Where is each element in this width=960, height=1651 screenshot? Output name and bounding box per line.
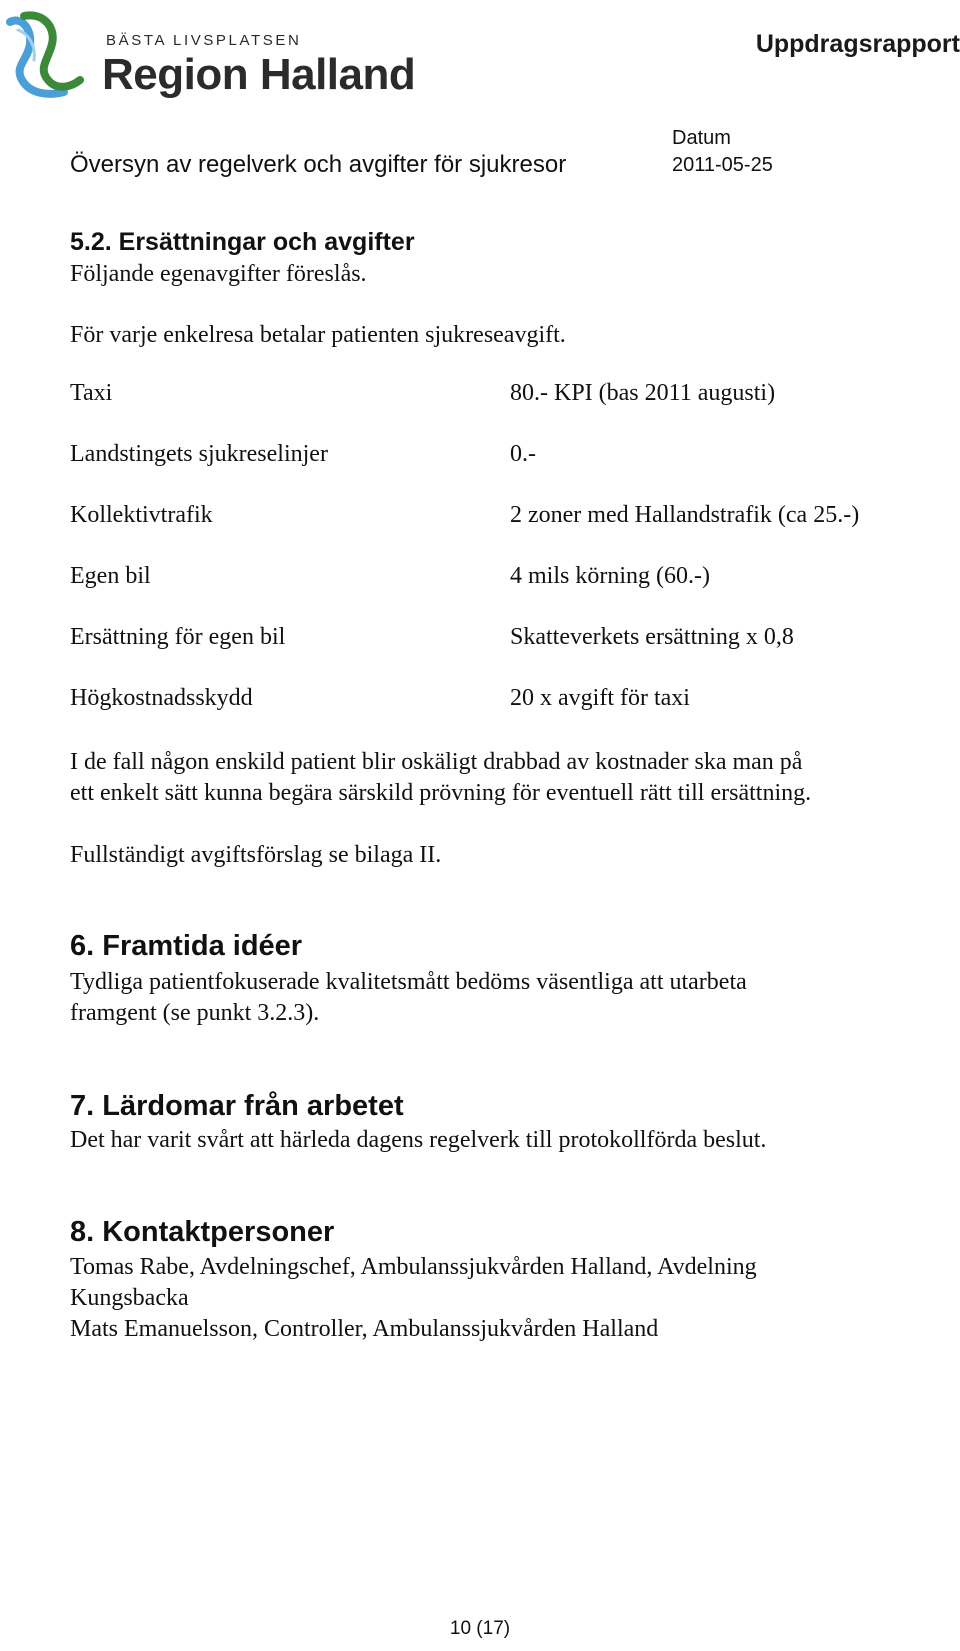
fee-row-label: Ersättning för egen bil: [70, 624, 286, 650]
paragraph-line: Det har varit svårt att härleda dagens regelverk till protokollförda beslut.: [70, 1127, 767, 1153]
fee-row-value: 2 zoner med Hallandstrafik (ca 25.-): [510, 502, 860, 528]
paragraph-line: Tomas Rabe, Avdelningschef, Ambulanssjukvården Halland, Avdelning: [70, 1254, 757, 1280]
document-type: Uppdragsrapport: [755, 30, 960, 58]
section-8-heading: 8. Kontaktpersoner: [70, 1216, 335, 1248]
paragraph-line: I de fall någon enskild patient blir oskäligt drabbad av kostnader ska man på: [70, 749, 803, 775]
fee-row-value: 80.- KPI (bas 2011 augusti): [510, 380, 776, 406]
section-7-heading: 7. Lärdomar från arbetet: [70, 1090, 404, 1122]
paragraph-line: Tydliga patientfokuserade kvalitetsmått bedöms väsentliga att utarbeta: [70, 969, 747, 995]
fee-row-label: Egen bil: [70, 563, 151, 589]
fee-row-label: Taxi: [70, 380, 113, 406]
section-5-2-line2: För varje enkelresa betalar patienten sjukreseavgift.: [70, 322, 566, 348]
fee-row-value: 0.-: [510, 441, 536, 467]
fee-row-value: Skatteverkets ersättning x 0,8: [510, 624, 794, 650]
date-label: Datum: [672, 127, 731, 149]
paragraph-line: ett enkelt sätt kunna begära särskild prövning för eventuell rätt till ersättning.: [70, 780, 812, 806]
page-number: 10 (17): [449, 1618, 511, 1639]
section-5-2-heading: 5.2. Ersättningar och avgifter: [70, 228, 415, 256]
fee-row-label: Kollektivtrafik: [70, 502, 213, 528]
paragraph-line: Mats Emanuelsson, Controller, Ambulanssjukvården Halland: [70, 1316, 659, 1342]
section-5-2-intro: Följande egenavgifter föreslås.: [70, 261, 367, 287]
logo-tagline: BÄSTA LIVSPLATSEN: [106, 32, 302, 49]
fee-row-value: 20 x avgift för taxi: [510, 685, 690, 711]
document-title: Översyn av regelverk och avgifter för sjukresor: [70, 151, 567, 178]
paragraph-line: Kungsbacka: [70, 1285, 189, 1311]
fee-row-value: 4 mils körning (60.-): [510, 563, 710, 589]
paragraph-line: framgent (se punkt 3.2.3).: [70, 1000, 320, 1026]
fee-row-label: Högkostnadsskydd: [70, 685, 253, 711]
fee-row-label: Landstingets sjukreselinjer: [70, 441, 328, 467]
date-value: 2011-05-25: [672, 154, 773, 176]
region-halland-logo-icon: [4, 8, 96, 104]
brand-name: Region Halland: [102, 50, 416, 99]
section-6-heading: 6. Framtida idéer: [70, 930, 303, 962]
paragraph-line: Fullständigt avgiftsförslag se bilaga II.: [70, 842, 442, 868]
